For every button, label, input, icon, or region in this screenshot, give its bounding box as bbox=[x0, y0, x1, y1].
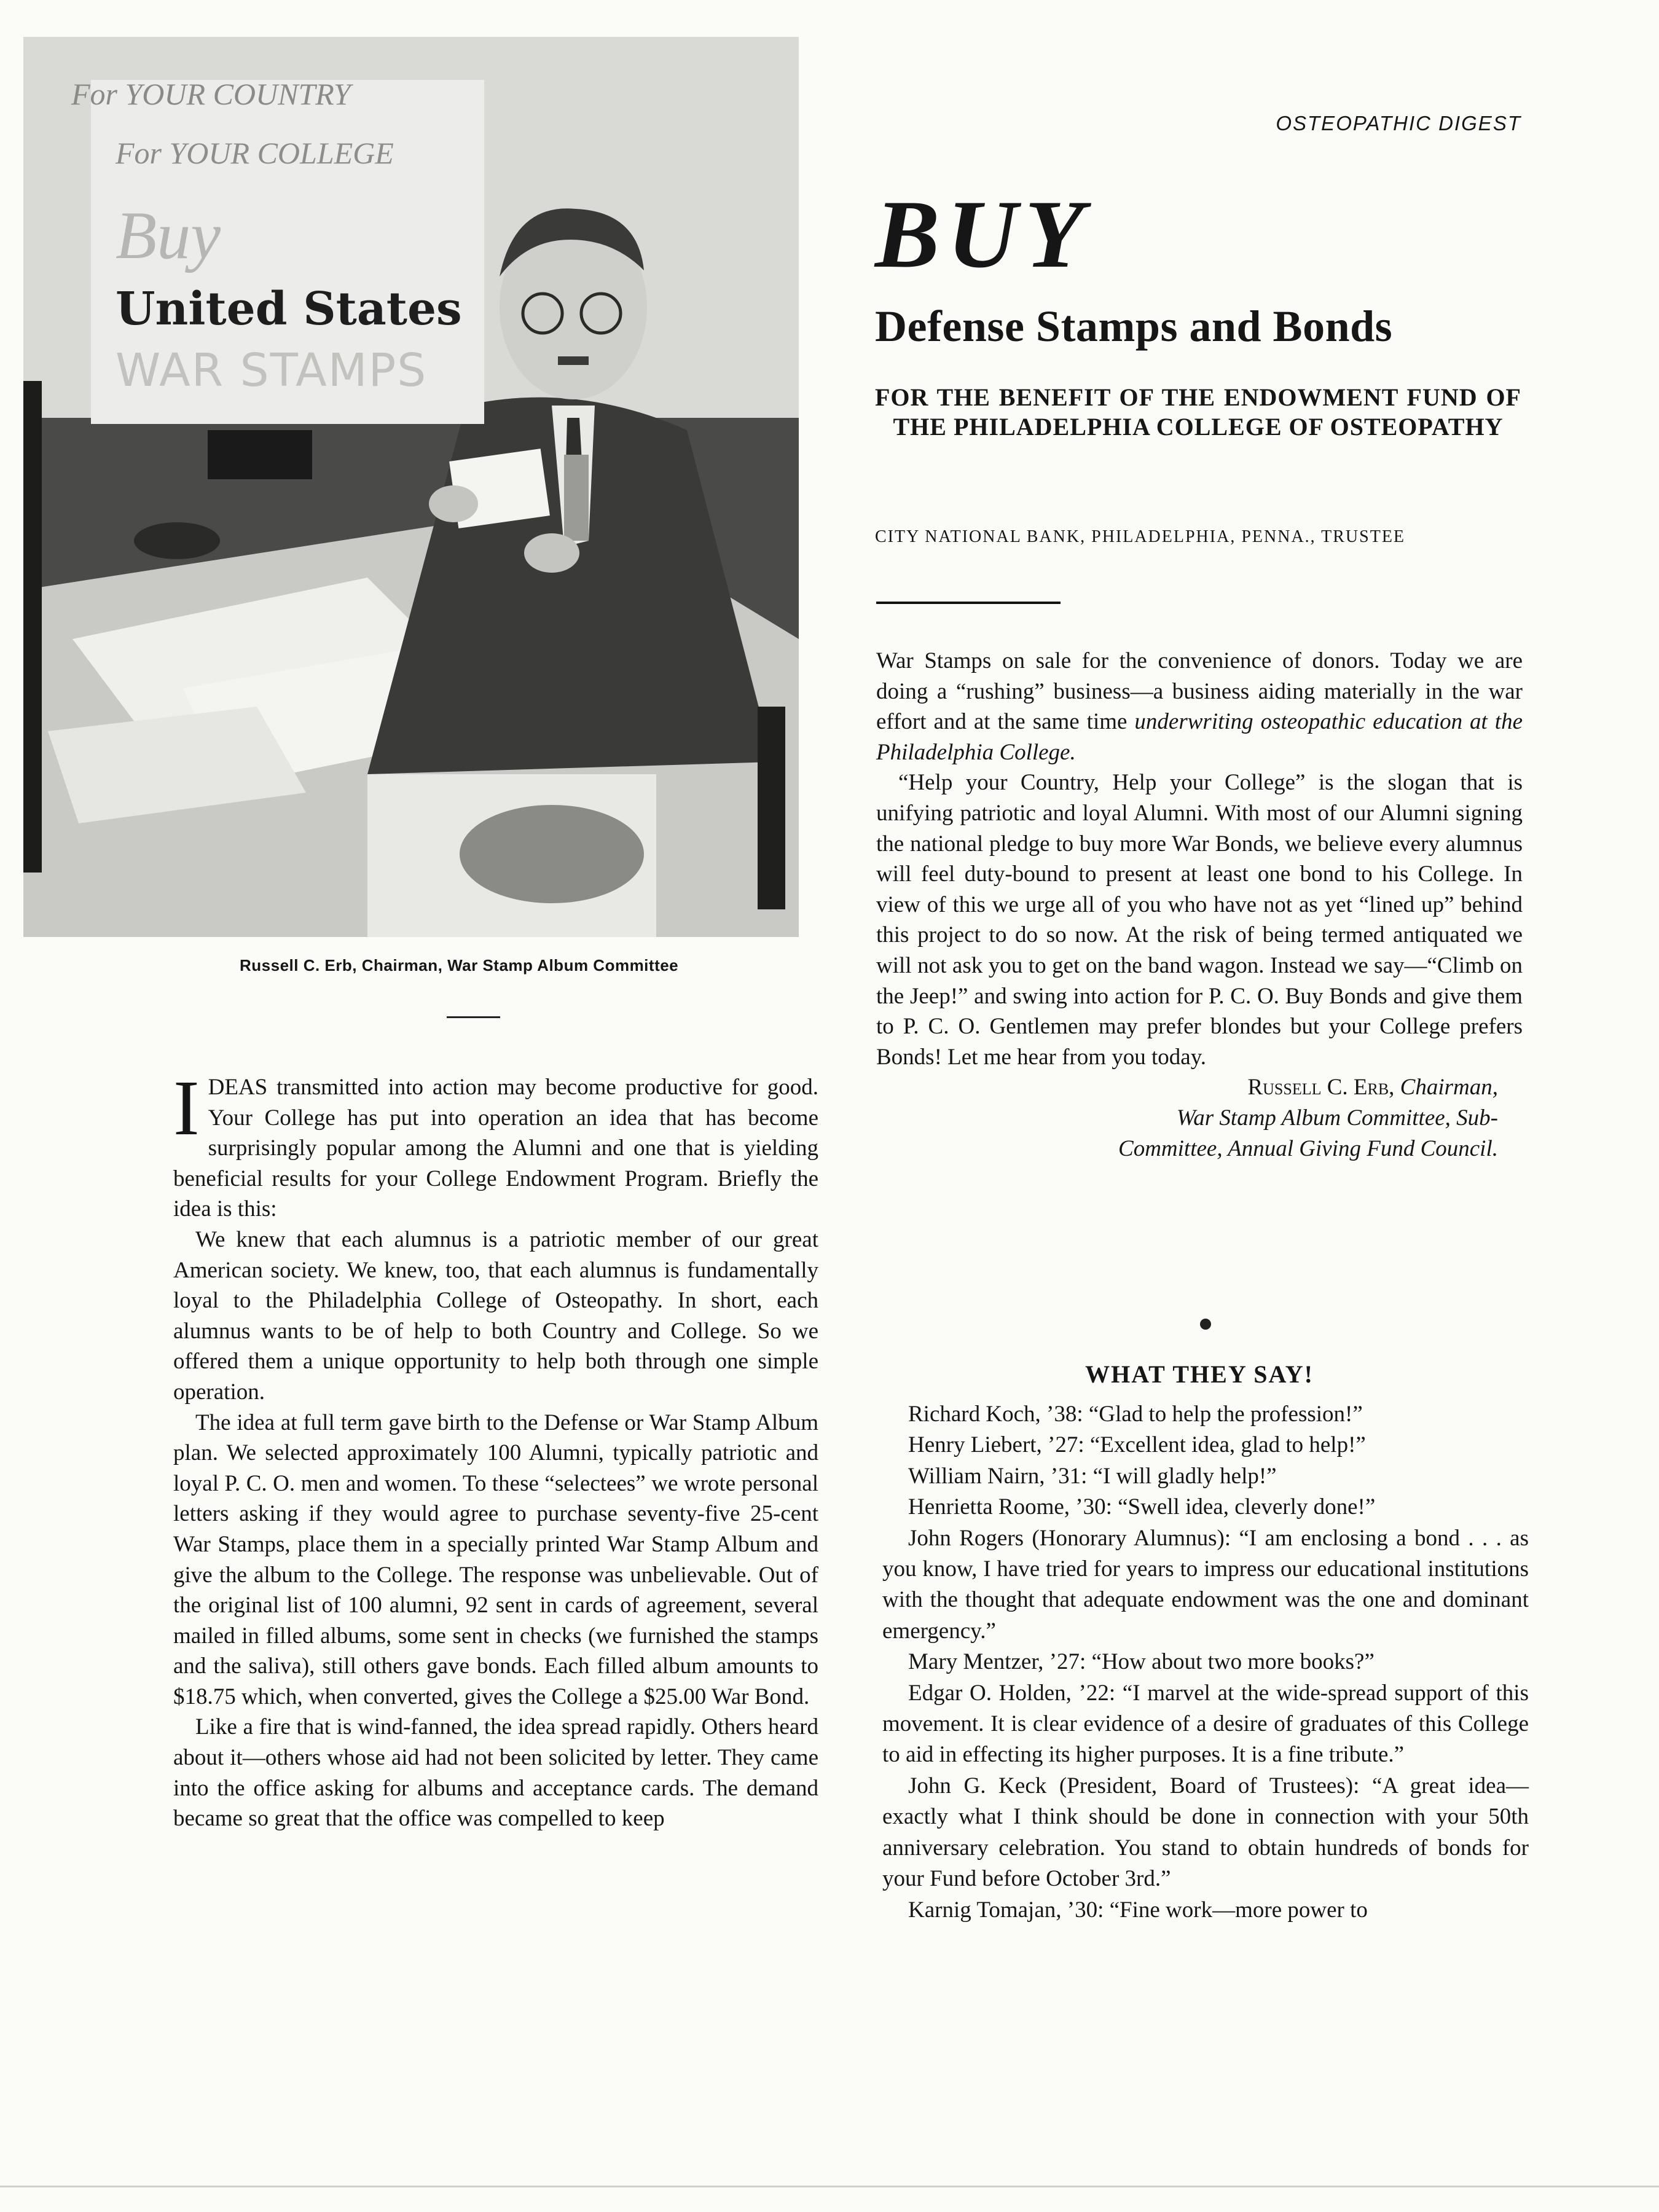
section-title: WHAT THEY SAY! bbox=[1085, 1360, 1314, 1388]
scan-edge bbox=[0, 2186, 1659, 2187]
poster-line: For YOUR COLLEGE bbox=[116, 136, 394, 170]
chairman-photo bbox=[23, 37, 799, 937]
signer-role: Chairman, bbox=[1400, 1075, 1498, 1100]
testimonial: Henry Liebert, ’27: “Excellent idea, glad to help!” bbox=[908, 1432, 1366, 1458]
poster-line: United States bbox=[116, 283, 462, 335]
paragraph: “Help your Country, Help your College” is the slogan that is unifying patriotic and loyal Alumni. With most of our Alumni signing the national pledge to buy more War Bonds, we believe every alumnus will feel duty-bound to present at least one bond to his College. In view of this we urge all of you who have not as yet “lined up” behind this project to do so now. At the risk of being termed antiquated we will not ask you to get on the band wagon. Instead we say—“Climb on the Jeep!” and swing into action for P. C. O. Buy Bonds and give them to P. C. O. Gentlemen may prefer blondes but your College prefers Bonds! Let me hear from you today. bbox=[876, 770, 1523, 1070]
testimonial: William Nairn, ’31: “I will gladly help!” bbox=[908, 1463, 1277, 1489]
testimonial: John G. Keck (President, Board of Trustees): “A great idea—exactly what I think should be done in connection with your 50th anniversary celebration. You stand to obtain hundreds of bonds for your Fund before October 3rd.” bbox=[882, 1773, 1529, 1892]
paragraph-text: War Stamps on sale for the convenience of donors. Today we are doing a “rushing” business—a business aiding materially in the war effort and at the same time bbox=[876, 648, 1523, 735]
testimonial-list bbox=[882, 1399, 1529, 1926]
drop-cap: I bbox=[173, 1064, 200, 1151]
bullet-ornament bbox=[1200, 1319, 1211, 1330]
headline-subtitle: Defense Stamps and Bonds bbox=[875, 302, 1393, 351]
signature bbox=[876, 1072, 1523, 1164]
poster-top-line: For YOUR COUNTRY bbox=[71, 77, 351, 111]
paragraph: The idea at full term gave birth to the Defense or War Stamp Album plan. We selected approximately 100 Alumni, typically patriotic and loyal P. C. O. men and women. To these “selectees” we wrote personal letters asking if they would agree to purchase seventy-five 25-cent War Stamps, place them in a specially printed War Stamp Album and give the album to the College. The response was unbelievable. Out of the original list of 100 alumni, 92 sent in cards of agreement, several mailed in filled albums, some sent in checks (we furnished the stamps and the saliva), still others gave bonds. Each filled album amounts to $18.75 which, when converted, gives the College a $25.00 War Bond. bbox=[173, 1410, 818, 1709]
paragraph bbox=[173, 1064, 818, 1225]
testimonial: Karnig Tomajan, ’30: “Fine work—more power to bbox=[908, 1897, 1368, 1923]
paragraph-italic: underwriting osteopathic education at the Philadelphia College. bbox=[876, 709, 1523, 765]
poster-line: Buy bbox=[116, 198, 221, 273]
trustee-line: CITY NATIONAL BANK, PHILADELPHIA, PENNA., TRUSTEE bbox=[875, 527, 1406, 546]
paragraph-text: DEAS transmitted into action may become productive for good. Your College has put into operation an idea that has become surprisingly popular among the Alumni and one that is yielding beneficial results for your College Endowment Program. Briefly the idea is this: bbox=[173, 1075, 818, 1222]
testimonial: Edgar O. Holden, ’22: “I marvel at the wide-spread support of this movement. It is clear evidence of a desire of graduates of this College to aid in effecting its higher purposes. It is a fine tribute.” bbox=[882, 1680, 1529, 1768]
war-stamps-poster bbox=[91, 80, 484, 424]
running-head: OSTEOPATHIC DIGEST bbox=[1276, 112, 1521, 135]
testimonial: Henrietta Roome, ’30: “Swell idea, cleverly done!” bbox=[908, 1494, 1376, 1520]
signer-role: Committee, Annual Giving Fund Council. bbox=[1118, 1135, 1498, 1161]
testimonial: John Rogers (Honorary Alumnus): “I am enclosing a bond . . . as you know, I have tried for years to impress our educational institutions with the thought that adequate endowment was the one and dominant emergency.” bbox=[882, 1525, 1529, 1644]
paragraph bbox=[876, 646, 1523, 767]
benefit-statement: FOR THE BENEFIT OF THE ENDOWMENT FUND OF THE PHILADELPHIA COLLEGE OF OSTEOPATHY bbox=[875, 383, 1521, 441]
poster-line: WAR STAMPS bbox=[116, 344, 428, 397]
headline-buy: BUY bbox=[875, 181, 1091, 288]
signer-role: War Stamp Album Committee, Sub- bbox=[1176, 1105, 1498, 1131]
paragraph: We knew that each alumnus is a patriotic member of our great American society. We knew, too, that each alumnus is fundamentally loyal to the Philadelphia College of Osteopathy. In short, each alumnus wants to be of help to both Country and College. So we offered them a unique opportunity to help both through one simple operation. bbox=[173, 1226, 818, 1405]
paragraph: Like a fire that is wind-fanned, the idea spread rapidly. Others heard about it—others whose aid had not been solicited by letter. They came into the office asking for albums and acceptance cards. The demand became so great that the office was compelled to keep bbox=[173, 1714, 818, 1832]
photo-caption: Russell C. Erb, Chairman, War Stamp Album Committee bbox=[240, 956, 679, 975]
divider bbox=[876, 602, 1061, 604]
testimonial: Mary Mentzer, ’27: “How about two more books?” bbox=[908, 1649, 1375, 1675]
divider bbox=[447, 1016, 500, 1018]
signer-name: Russell C. Erb, bbox=[1247, 1075, 1395, 1100]
testimonial: Richard Koch, ’38: “Glad to help the profession!” bbox=[908, 1402, 1363, 1427]
article-left-column bbox=[173, 1064, 818, 1834]
article-right-column bbox=[876, 646, 1523, 1164]
